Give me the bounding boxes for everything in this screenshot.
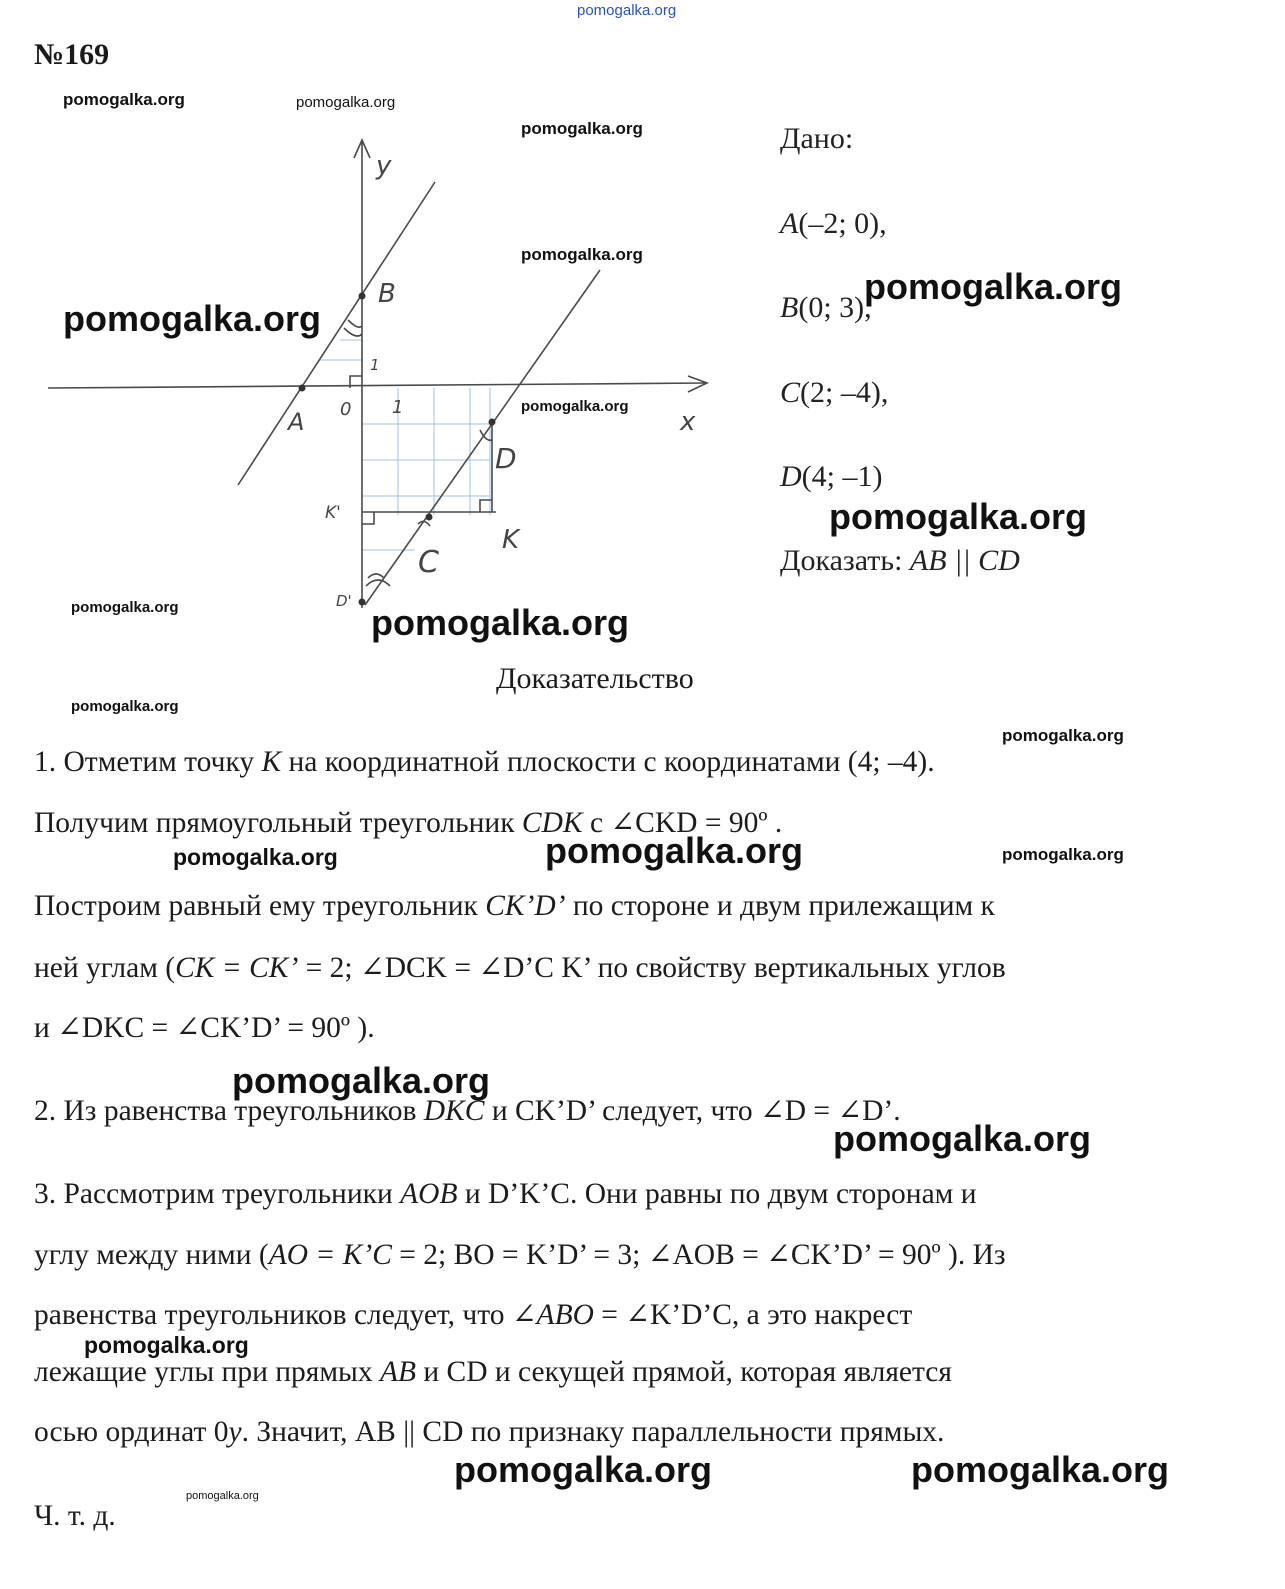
point-d1 — [359, 599, 366, 606]
watermark: pomogalka.org — [63, 90, 185, 109]
watermark-top: pomogalka.org — [577, 2, 677, 19]
watermark: pomogalka.org — [173, 844, 338, 870]
given-point-c: C(2; –4), — [780, 376, 889, 409]
given-title: Дано: — [780, 122, 854, 155]
watermark: pomogalka.org — [371, 602, 630, 643]
watermark: pomogalka.org — [1002, 726, 1124, 745]
label-d: D — [495, 442, 517, 475]
proof-line-5: и ∠DKC = ∠CK’D’ = 90º ). — [34, 1012, 375, 1044]
conclusion: Ч. т. д. — [34, 1500, 116, 1532]
label-c: C — [418, 545, 439, 580]
angle-arc-c — [418, 521, 430, 526]
given-point-b: B(0; 3), — [780, 291, 872, 324]
proof-line-11: осью ординат 0y. Значит, AB || CD по признаку параллельности прямых. — [34, 1416, 945, 1448]
point-d — [489, 419, 496, 426]
watermark: pomogalka.org — [63, 298, 322, 339]
watermark: pomogalka.org — [71, 698, 179, 715]
label-x: x — [680, 407, 696, 437]
angle-arc-b — [348, 320, 362, 327]
problem-number: №169 — [34, 38, 110, 71]
proof-line-8: углу между ними (AO = K’C = 2; BO = K’D’ = 3; ∠AOB = ∠CK’D’ = 90º ). Из — [34, 1239, 1006, 1271]
watermark: pomogalka.org — [521, 245, 643, 264]
given-point-a: A(–2; 0), — [780, 207, 887, 240]
watermark: pomogalka.org — [71, 599, 179, 616]
watermark: pomogalka.org — [454, 1449, 713, 1490]
label-a: A — [288, 408, 305, 436]
x-arrow — [688, 376, 707, 392]
watermark: pomogalka.org — [232, 1060, 491, 1101]
watermark: pomogalka.org — [829, 496, 1088, 537]
label-y: y — [376, 151, 392, 181]
label-one-x: 1 — [392, 397, 404, 418]
proof-line-1: 1. Отметим точку К на координатной плоскости с координатами (4; –4). — [34, 746, 935, 778]
proof-title: Доказательство — [496, 662, 694, 695]
label-o: 0 — [340, 399, 352, 420]
proof-line-9: равенства треугольников следует, что ∠ABO = ∠K’D’C, а это накрест — [34, 1299, 913, 1331]
watermark: pomogalka.org — [521, 119, 643, 138]
prove-statement: Доказать: AB || CD — [780, 544, 1020, 577]
proof-line-3: Построим равный ему треугольник CK’D’ по стороне и двум прилежащим к — [34, 890, 995, 922]
label-k: K — [502, 525, 520, 555]
label-one-y: 1 — [370, 356, 380, 374]
proof-line-4: ней углам (CK = CK’ = 2; ∠DCK = ∠D’C K’ по свойству вертикальных углов — [34, 952, 1006, 984]
point-c — [426, 514, 433, 521]
watermark: pomogalka.org — [521, 398, 629, 415]
proof-line-6: 2. Из равенства треугольников DKC и CK’D’ следует, что ∠D = ∠D’. — [34, 1095, 901, 1127]
label-b: B — [378, 279, 396, 309]
point-a — [299, 385, 306, 392]
point-b — [359, 293, 366, 300]
watermark: pomogalka.org — [296, 94, 396, 111]
right-angle-k1 — [362, 512, 374, 524]
label-d-prime: D' — [336, 592, 352, 610]
line-cd — [365, 270, 600, 605]
watermark: pomogalka.org — [1002, 845, 1124, 864]
given-point-d: D(4; –1) — [780, 460, 883, 493]
proof-line-7: 3. Рассмотрим треугольники AOB и D’K’C. Они равны по двум сторонам и — [34, 1178, 977, 1210]
watermark: pomogalka.org — [186, 1490, 259, 1502]
x-axis — [48, 383, 705, 388]
label-k-prime: K' — [325, 503, 341, 523]
watermark: pomogalka.org — [833, 1118, 1092, 1159]
watermark: pomogalka.org — [864, 266, 1123, 307]
watermark: pomogalka.org — [84, 1332, 249, 1358]
watermark: pomogalka.org — [545, 830, 804, 871]
watermark: pomogalka.org — [911, 1449, 1170, 1490]
geometry-figure — [40, 130, 740, 620]
grid — [320, 340, 490, 600]
proof-line-2: Получим прямоугольный треугольник CDK с ∠CKD = 90º . — [34, 807, 783, 839]
proof-line-10: лежащие углы при прямых AB и CD и секущей прямой, которая является — [34, 1356, 952, 1388]
angle-arc-d1 — [368, 574, 384, 578]
